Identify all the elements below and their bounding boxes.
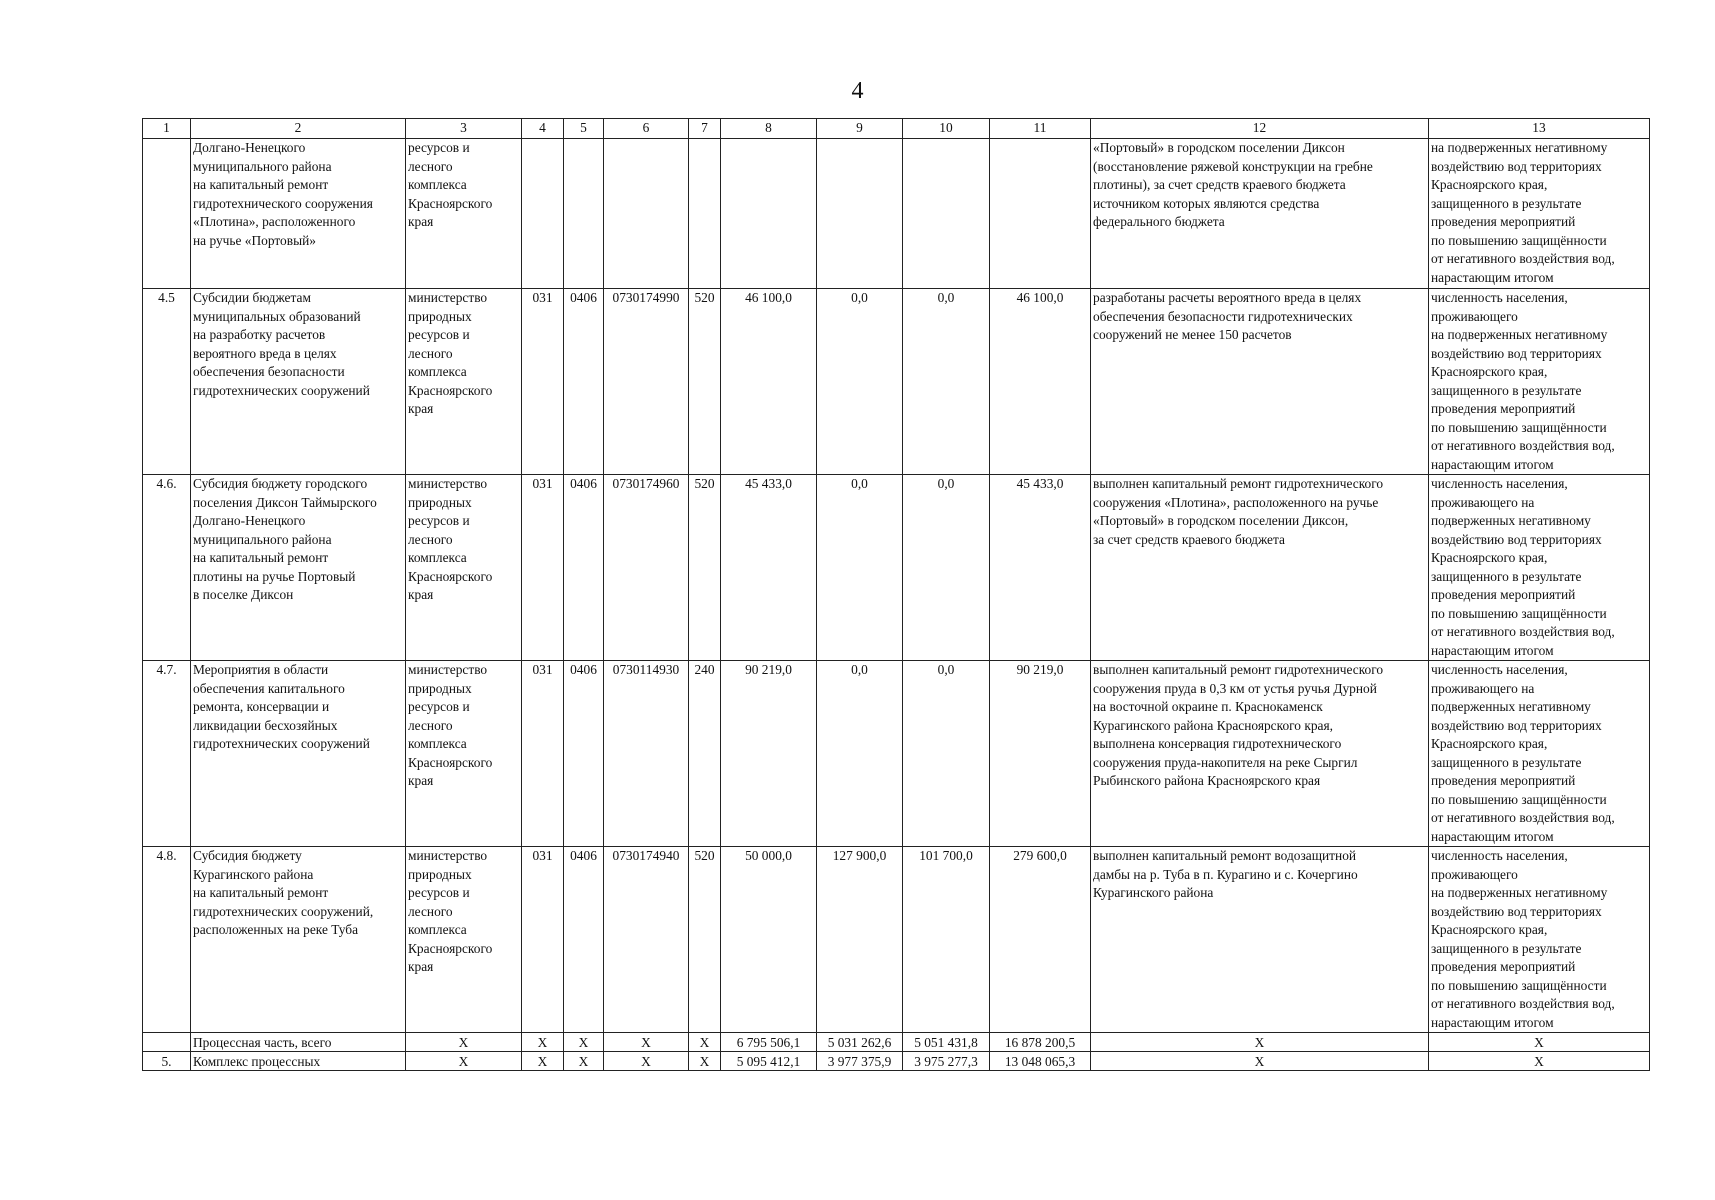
amount-year-3: 3 975 277,3 — [903, 1052, 990, 1071]
rzpr-code: X — [564, 1052, 604, 1071]
vr-code: X — [689, 1033, 721, 1052]
measure-name: Субсидия бюджету городского поселения Диксон Таймырского Долгано-Ненецкого муниципального района на капитальный ремонт плотины на ручье Портовый в поселке Диксон — [191, 475, 406, 661]
executor: министерство природных ресурсов и лесного комплекса Красноярского края — [406, 475, 522, 661]
expected-result: X — [1091, 1052, 1429, 1071]
column-header: 7 — [689, 119, 721, 139]
amount-total — [990, 139, 1091, 289]
row-number: 4.8. — [143, 847, 191, 1033]
amount-year-1: 5 095 412,1 — [721, 1052, 817, 1071]
executor: ресурсов и лесного комплекса Красноярского края — [406, 139, 522, 289]
column-header: 8 — [721, 119, 817, 139]
grbs-code: 031 — [522, 475, 564, 661]
amount-year-3: 101 700,0 — [903, 847, 990, 1033]
column-header: 1 — [143, 119, 191, 139]
column-number-row — [143, 119, 1650, 139]
grbs-code: 031 — [522, 289, 564, 475]
grbs-code: X — [522, 1052, 564, 1071]
expected-result: выполнен капитальный ремонт гидротехнического сооружения «Плотина», расположенного на ручье «Портовый» в городском поселении Диксон, за счет средств краевого бюджета — [1091, 475, 1429, 661]
grbs-code: X — [522, 1033, 564, 1052]
csr-code: 0730114930 — [604, 661, 689, 847]
row-number: 5. — [143, 1052, 191, 1071]
measure-name: Субсидия бюджету Курагинского района на капитальный ремонт гидротехнических сооружений, расположенных на реке Туба — [191, 847, 406, 1033]
csr-code — [604, 139, 689, 289]
executor: X — [406, 1052, 522, 1071]
executor: X — [406, 1033, 522, 1052]
summary-name: Процессная часть, всего — [191, 1033, 406, 1052]
csr-code: X — [604, 1033, 689, 1052]
amount-total: 13 048 065,3 — [990, 1052, 1091, 1071]
amount-year-1 — [721, 139, 817, 289]
vr-code: X — [689, 1052, 721, 1071]
expected-result: «Портовый» в городском поселении Диксон (восстановление ряжевой конструкции на гребне плотины), за счет средств краевого бюджета источником которых являются средства федерального бюджета — [1091, 139, 1429, 289]
expected-result: разработаны расчеты вероятного вреда в целях обеспечения безопасности гидротехнических сооружений не менее 150 расчетов — [1091, 289, 1429, 475]
amount-year-3: 0,0 — [903, 289, 990, 475]
executor: министерство природных ресурсов и лесного комплекса Красноярского края — [406, 289, 522, 475]
indicator: численность населения, проживающего на подверженных негативному воздействию вод территориях Красноярского края, защищенного в результате проведения мероприятий по повышению защищённости от негативного воздействия вод, нарастающим итогом — [1429, 289, 1650, 475]
column-header: 9 — [817, 119, 903, 139]
expected-result: выполнен капитальный ремонт водозащитной дамбы на р. Туба в п. Курагино и с. Кочергино Курагинского района — [1091, 847, 1429, 1033]
rzpr-code: 0406 — [564, 289, 604, 475]
column-header: 5 — [564, 119, 604, 139]
csr-code: 0730174960 — [604, 475, 689, 661]
amount-year-1: 45 433,0 — [721, 475, 817, 661]
row-number: 4.6. — [143, 475, 191, 661]
grbs-code: 031 — [522, 847, 564, 1033]
amount-year-2: 3 977 375,9 — [817, 1052, 903, 1071]
amount-total: 279 600,0 — [990, 847, 1091, 1033]
indicator: численность населения, проживающего на подверженных негативному воздействию вод территориях Красноярского края, защищенного в результате проведения мероприятий по повышению защищённости от негативного воздействия вод, нарастающим итогом — [1429, 847, 1650, 1033]
vr-code — [689, 139, 721, 289]
executor: министерство природных ресурсов и лесного комплекса Красноярского края — [406, 661, 522, 847]
row-number — [143, 1033, 191, 1052]
csr-code: 0730174940 — [604, 847, 689, 1033]
amount-total: 90 219,0 — [990, 661, 1091, 847]
amount-total: 46 100,0 — [990, 289, 1091, 475]
amount-year-1: 46 100,0 — [721, 289, 817, 475]
rzpr-code: 0406 — [564, 475, 604, 661]
csr-code: 0730174990 — [604, 289, 689, 475]
amount-year-2: 0,0 — [817, 661, 903, 847]
grbs-code — [522, 139, 564, 289]
summary-name: Комплекс процессных — [191, 1052, 406, 1071]
summary-row — [143, 1033, 1650, 1052]
amount-year-1: 6 795 506,1 — [721, 1033, 817, 1052]
column-header: 10 — [903, 119, 990, 139]
indicator: численность населения, проживающего на подверженных негативному воздействию вод территориях Красноярского края, защищенного в результате проведения мероприятий по повышению защищённости от негативного воздействия вод, нарастающим итогом — [1429, 661, 1650, 847]
measure-name: Долгано-Ненецкого муниципального района на капитальный ремонт гидротехнического сооружения «Плотина», расположенного на ручье «Портовый» — [191, 139, 406, 289]
column-header: 2 — [191, 119, 406, 139]
summary-row — [143, 1052, 1650, 1071]
indicator: на подверженных негативному воздействию вод территориях Красноярского края, защищенного в результате проведения мероприятий по повышению защищённости от негативного воздействия вод, нарастающим итогом — [1429, 139, 1650, 289]
amount-year-1: 50 000,0 — [721, 847, 817, 1033]
amount-year-3 — [903, 139, 990, 289]
measure-name: Мероприятия в области обеспечения капитального ремонта, консервации и ликвидации бесхозяйных гидротехнических сооружений — [191, 661, 406, 847]
column-header: 11 — [990, 119, 1091, 139]
executor: министерство природных ресурсов и лесного комплекса Красноярского края — [406, 847, 522, 1033]
expected-result: выполнен капитальный ремонт гидротехнического сооружения пруда в 0,3 км от устья ручья Дурной на восточной окраине п. Краснокаменск Курагинского района Красноярского края, выполнена консервация гидротехнического сооружения пруда-накопителя на реке Сыргил Рыбинского района Красноярского края — [1091, 661, 1429, 847]
program-table — [142, 118, 1650, 1071]
page-number: 4 — [851, 78, 864, 104]
row-number: 4.7. — [143, 661, 191, 847]
amount-year-3: 5 051 431,8 — [903, 1033, 990, 1052]
rzpr-code: 0406 — [564, 847, 604, 1033]
rzpr-code — [564, 139, 604, 289]
table-row — [143, 847, 1650, 1033]
amount-total: 45 433,0 — [990, 475, 1091, 661]
measure-name: Субсидии бюджетам муниципальных образований на разработку расчетов вероятного вреда в целях обеспечения безопасности гидротехнических сооружений — [191, 289, 406, 475]
column-header: 3 — [406, 119, 522, 139]
amount-year-2: 0,0 — [817, 289, 903, 475]
amount-year-3: 0,0 — [903, 661, 990, 847]
table-row — [143, 289, 1650, 475]
amount-total: 16 878 200,5 — [990, 1033, 1091, 1052]
rzpr-code: 0406 — [564, 661, 604, 847]
grbs-code: 031 — [522, 661, 564, 847]
amount-year-1: 90 219,0 — [721, 661, 817, 847]
column-header: 4 — [522, 119, 564, 139]
vr-code: 520 — [689, 847, 721, 1033]
expected-result: X — [1091, 1033, 1429, 1052]
table-row — [143, 139, 1650, 289]
row-number — [143, 139, 191, 289]
table-row — [143, 661, 1650, 847]
column-header: 13 — [1429, 119, 1650, 139]
row-number: 4.5 — [143, 289, 191, 475]
csr-code: X — [604, 1052, 689, 1071]
column-header: 6 — [604, 119, 689, 139]
amount-year-3: 0,0 — [903, 475, 990, 661]
rzpr-code: X — [564, 1033, 604, 1052]
column-header: 12 — [1091, 119, 1429, 139]
indicator: X — [1429, 1052, 1650, 1071]
indicator: X — [1429, 1033, 1650, 1052]
amount-year-2: 127 900,0 — [817, 847, 903, 1033]
table-row — [143, 475, 1650, 661]
indicator: численность населения, проживающего на подверженных негативному воздействию вод территориях Красноярского края, защищенного в результате проведения мероприятий по повышению защищённости от негативного воздействия вод, нарастающим итогом — [1429, 475, 1650, 661]
amount-year-2: 0,0 — [817, 475, 903, 661]
vr-code: 240 — [689, 661, 721, 847]
vr-code: 520 — [689, 475, 721, 661]
vr-code: 520 — [689, 289, 721, 475]
amount-year-2: 5 031 262,6 — [817, 1033, 903, 1052]
amount-year-2 — [817, 139, 903, 289]
